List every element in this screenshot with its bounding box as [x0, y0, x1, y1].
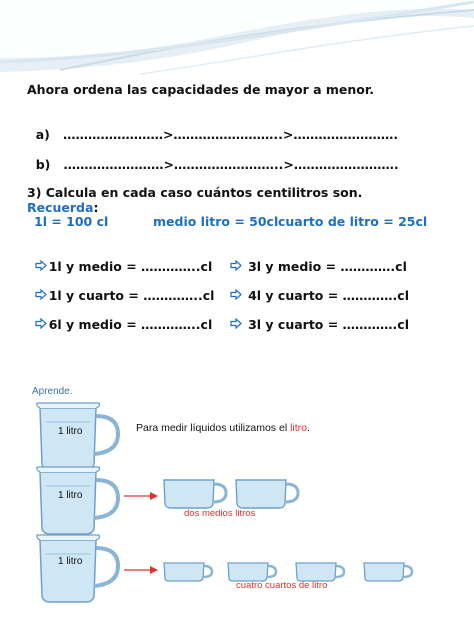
arrow-right-outline-icon	[35, 288, 49, 303]
exercise-item-text: 6l y medio = …………..cl	[48, 317, 213, 332]
order-line-b[interactable]	[27, 142, 399, 172]
caption-quarters: cuatro cuartos de litro	[236, 580, 328, 591]
half-liter-jug-icon	[236, 480, 298, 508]
caption-halves: dos medios litros	[184, 508, 256, 519]
aprende-heading: Aprende.	[32, 386, 73, 397]
arrow-right-outline-icon	[35, 259, 49, 274]
red-arrow-head-icon	[150, 492, 158, 500]
arrow-right-outline-icon	[230, 259, 244, 274]
order-line-a[interactable]	[27, 112, 398, 142]
measuring-jugs-drawing	[28, 384, 438, 620]
red-arrow-head-icon	[150, 566, 158, 574]
recuerda-label: Recuerda	[27, 200, 94, 215]
arrow-right-outline-icon	[35, 317, 49, 332]
recuerda-heading	[27, 200, 98, 215]
recuerda-colon: :	[93, 200, 99, 215]
quarter-liter-jug-icon	[364, 563, 412, 581]
order-instruction: Ahora ordena las capacidades de mayor a menor.	[27, 82, 375, 97]
arrow-right-outline-icon	[230, 317, 244, 332]
fact-quarter-liter: cuarto de litro = 25cl	[278, 214, 428, 229]
exercise-item-text: 4l y cuarto = ………….cl	[248, 288, 410, 303]
order-line-blanks[interactable]: ……………………>……………………..>…………………….	[62, 127, 399, 142]
quarter-liter-jug-icon	[296, 563, 344, 581]
jug-label: 1 litro	[58, 490, 83, 501]
fact-half-liter: medio litro = 50cl	[153, 214, 279, 229]
exercise-item-text: 1l y cuarto = …………..cl	[48, 288, 215, 303]
exercise-item-right-2[interactable]	[221, 273, 409, 303]
exercise-item-left-2[interactable]	[26, 273, 214, 303]
arrow-right-outline-icon	[230, 288, 244, 303]
exercise-item-text: 3l y cuarto = ………….cl	[248, 317, 410, 332]
exercise3-title: 3) Calcula en cada caso cuántos centilitros son.	[27, 185, 363, 200]
quarter-liter-jug-icon	[228, 563, 276, 581]
aprende-illustration	[28, 384, 438, 620]
order-line-label: b)	[35, 157, 51, 172]
jug-label: 1 litro	[58, 426, 83, 437]
half-liter-jug-icon	[164, 480, 226, 508]
exercise-item-right-1[interactable]	[221, 244, 407, 274]
exercise-item-text: 3l y medio = ………….cl	[248, 259, 407, 274]
quarter-liter-jug-icon	[164, 563, 212, 581]
order-line-blanks[interactable]: ……………………>……………………..>…………………….	[63, 157, 399, 172]
sentence-prefix: Para medir líquidos utilizamos el	[136, 422, 291, 434]
sentence-highlight: litro	[290, 422, 307, 434]
exercise-item-right-3[interactable]	[221, 302, 409, 332]
exercise-item-text: 1l y medio = …………..cl	[48, 259, 213, 274]
sentence-suffix: .	[307, 422, 310, 434]
jug-label: 1 litro	[58, 556, 83, 567]
exercise-item-left-3[interactable]	[26, 302, 212, 332]
aprende-sentence	[136, 422, 310, 434]
measuring-jug-icon	[37, 535, 118, 602]
order-line-label: a)	[35, 127, 50, 142]
exercise-item-left-1[interactable]	[26, 244, 212, 274]
header-wave-decoration	[0, 0, 474, 80]
fact-liter: 1l = 100 cl	[34, 214, 109, 229]
